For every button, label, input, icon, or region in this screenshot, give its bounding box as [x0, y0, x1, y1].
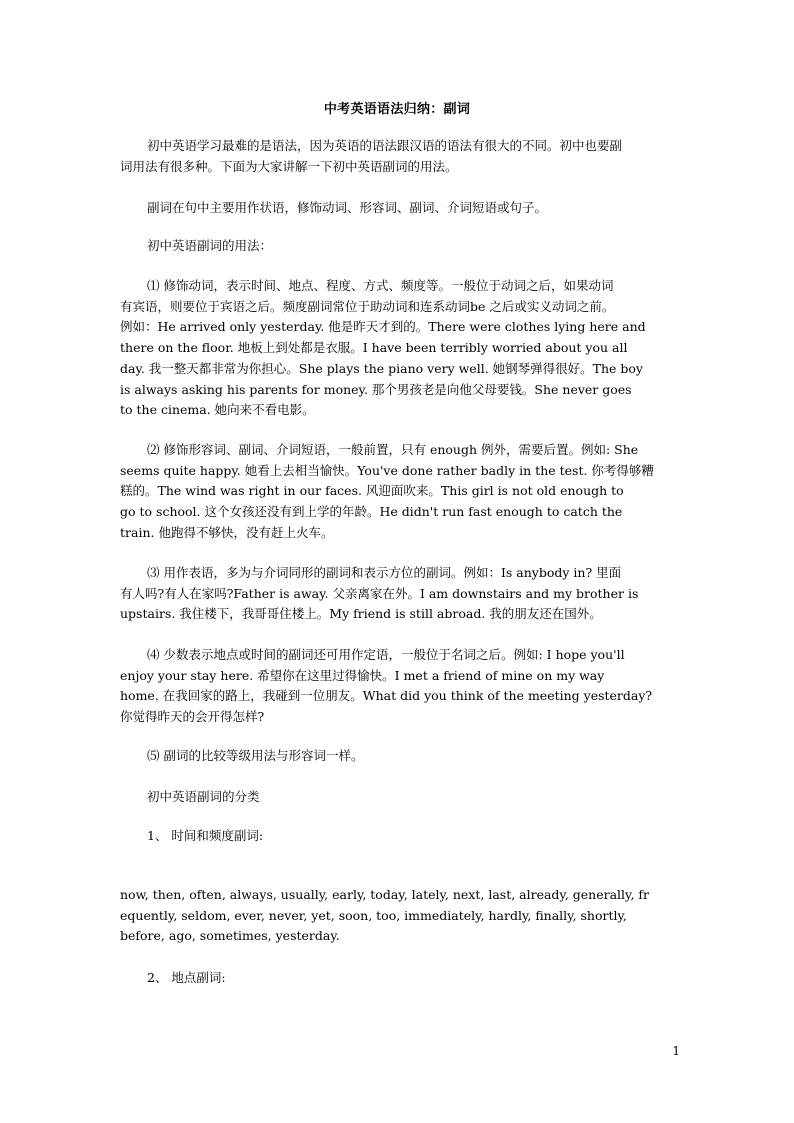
usage-item-4	[120, 645, 702, 728]
usage-item-3	[120, 563, 702, 625]
class-2-heading	[120, 968, 702, 989]
text-line: 初中英语副词的分类	[147, 789, 260, 804]
role-paragraph	[120, 198, 702, 219]
document-title: 中考英语语法归纳：副词	[323, 102, 471, 117]
text-line: 词用法有很多种。下面为大家讲解一下初中英语副词的用法。	[120, 158, 458, 174]
text-line: ⑵ 修饰形容词、副词、介词短语，一般前置，只有 enough 例外，需要后置。例如: She	[147, 442, 639, 457]
text-line: equently, seldom, ever, never, yet, soon, too, immediately, hardly, finally, shortly,	[120, 907, 627, 923]
text-line: is always asking his parents for money. 那个男孩老是向他父母要钱。She never goes	[120, 381, 632, 397]
class-1-heading	[120, 826, 702, 847]
text-line: home. 在我回家的路上，我碰到一位朋友。What did you think of the meeting yesterday?	[120, 688, 653, 704]
text-line: enjoy your stay here. 希望你在这里过得愉快。I met a friend of mine on my way	[120, 667, 605, 683]
text-line: ⑸ 副词的比较等级用法与形容词一样。	[147, 748, 364, 763]
text-line: 有人吗?有人在家吗?Father is away. 父亲离家在外。I am downstairs and my brother is	[120, 585, 639, 601]
usage-item-2	[120, 440, 702, 544]
text-line: 初中英语副词的用法：	[147, 238, 273, 253]
text-line: 1、 时间和频度副词:	[147, 828, 264, 843]
text-line: 有宾语，则要位于宾语之后。频度副词常位于助动词和连系动词be 之后或实义动词之前。	[120, 298, 615, 314]
class-1-word-list	[120, 885, 702, 947]
text-line: train. 他跑得不够快，没有赶上火车。	[120, 524, 334, 540]
usage-item-5	[120, 746, 702, 767]
text-line: 例如：He arrived only yesterday. 他是昨天才到的。There were clothes lying here and	[120, 319, 646, 335]
text-line: upstairs. 我住楼下，我哥哥住楼上。My friend is still abroad. 我的朋友还在国外。	[120, 606, 602, 622]
text-line: 糕的。The wind was right in our faces. 风迎面吹来。This girl is not old enough to	[120, 483, 624, 499]
text-line: go to school. 这个女孩还没有到上学的年龄。He didn't run fast enough to catch the	[120, 504, 623, 520]
text-line: there on the floor. 地板上到处都是衣服。I have been terribly worried about you all	[120, 340, 628, 356]
text-line: now, then, often, always, usually, early, today, lately, next, last, already, generally, fr	[120, 887, 650, 902]
text-line: before, ago, sometimes, yesterday.	[120, 928, 340, 944]
intro-paragraph	[120, 136, 702, 177]
text-line: 初中英语学习最难的是语法，因为英语的语法跟汉语的语法有很大的不同。初中也要副	[147, 138, 623, 153]
text-line: ⑴ 修饰动词，表示时间、地点、程度、方式、频度等。一般位于动词之后，如果动词	[147, 278, 614, 293]
text-line: ⑶ 用作表语，多为与介词同形的副词和表示方位的副词。例如：Is anybody in? 里面	[147, 565, 622, 580]
text-line: day. 我一整天都非常为你担心。She plays the piano very well. 她钢琴弹得很好。The boy	[120, 360, 643, 376]
text-line: ⑷ 少数表示地点或时间的副词还可用作定语，一般位于名词之后。例如: I hope you'll	[147, 647, 625, 662]
classification-heading	[120, 787, 702, 808]
page-number: 1	[672, 1044, 680, 1058]
text-line: seems quite happy. 她看上去相当愉快。You've done rather badly in the test. 你考得够糟	[120, 462, 654, 478]
text-line: 你觉得昨天的会开得怎样?	[120, 709, 265, 725]
text-line: 副词在句中主要用作状语，修饰动词、形容词、副词、介词短语或句子。	[147, 200, 548, 215]
usage-heading	[120, 236, 702, 257]
text-line: 2、 地点副词:	[147, 970, 226, 985]
text-line: to the cinema. 她向来不看电影。	[120, 402, 315, 418]
usage-item-1	[120, 276, 702, 421]
